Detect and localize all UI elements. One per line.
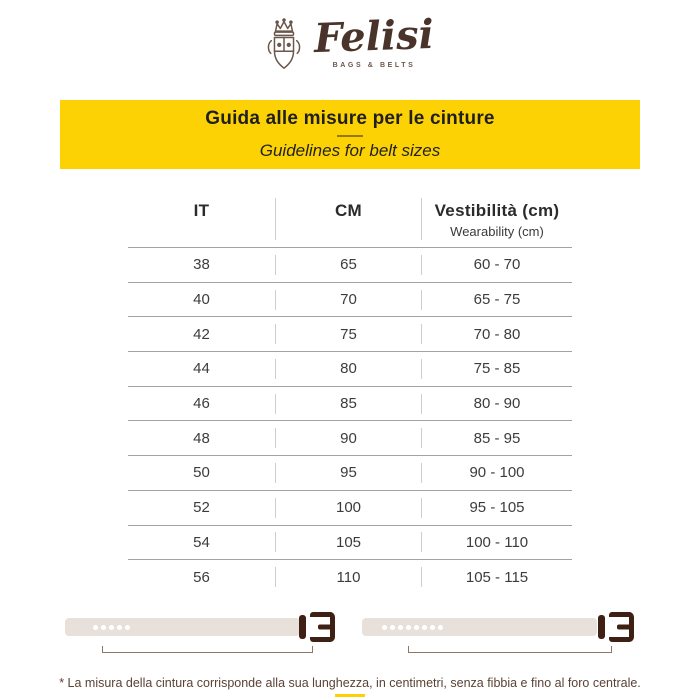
- belt-hole: [398, 625, 403, 630]
- table-cell: 80: [340, 360, 357, 378]
- brand-text-block: [313, 10, 435, 69]
- belt-hole: [390, 625, 395, 630]
- table-row: [128, 490, 572, 525]
- col-header-sublabel: Wearability (cm): [450, 224, 544, 239]
- banner-divider: [337, 135, 363, 137]
- table-cell: 46: [193, 395, 210, 413]
- size-table: [128, 195, 572, 594]
- table-cell: 40: [193, 291, 210, 309]
- size-table-header: [128, 195, 572, 247]
- table-cell: 85 - 95: [473, 429, 521, 447]
- table-row: [128, 316, 572, 351]
- crest-icon: [266, 18, 302, 76]
- belt-hole: [414, 625, 419, 630]
- belt-hole: [382, 625, 387, 630]
- belt-hole: [117, 625, 122, 630]
- belt-hole: [101, 625, 106, 630]
- table-row: [128, 282, 572, 317]
- table-cell: 95: [340, 464, 357, 482]
- table-cell: 105: [335, 533, 362, 551]
- table-cell: 54: [193, 533, 210, 551]
- table-cell: 65: [340, 256, 357, 274]
- table-cell: 100 - 110: [465, 533, 529, 551]
- col-header-label: IT: [193, 201, 210, 220]
- belt-buckle-icon: [310, 612, 335, 642]
- table-cell: 70 - 80: [473, 325, 521, 343]
- table-row: [128, 420, 572, 455]
- table-cell: 90 - 100: [469, 464, 525, 482]
- table-row: [128, 559, 572, 594]
- table-cell: 60 - 70: [473, 256, 521, 274]
- belt-buckle-icon: [609, 612, 634, 642]
- belt-keeper: [598, 615, 605, 639]
- table-row: [128, 455, 572, 490]
- table-cell: 100: [335, 499, 362, 517]
- table-row: [128, 247, 572, 282]
- table-cell: 110: [336, 568, 361, 586]
- belt-illustration-left: [65, 612, 340, 660]
- table-cell: 70: [340, 291, 357, 309]
- footnote-divider: [335, 694, 365, 697]
- col-header-label: CM: [334, 201, 363, 220]
- belt-keeper: [299, 615, 306, 639]
- belt-hole: [109, 625, 114, 630]
- col-header-it: [128, 195, 275, 247]
- measurement-bracket: [408, 646, 612, 653]
- table-cell: 95 - 105: [469, 499, 525, 517]
- belt-hole: [438, 625, 443, 630]
- table-cell: 44: [193, 360, 210, 378]
- size-table-body: [128, 247, 572, 594]
- footnote: * La misura della cintura corrisponde alla sua lunghezza, in centimetri, senza fibbia e fino al foro centrale.: [59, 676, 641, 690]
- table-row: [128, 525, 572, 560]
- table-cell: 56: [193, 568, 210, 586]
- size-guide-banner: [60, 100, 640, 169]
- belt-hole: [93, 625, 98, 630]
- belt-hole: [422, 625, 427, 630]
- col-header-label: Vestibilità (cm): [434, 201, 560, 220]
- belt-illustration-right: [362, 612, 637, 660]
- table-cell: 38: [193, 256, 210, 274]
- col-header-cm: [276, 195, 421, 247]
- table-cell: 65 - 75: [473, 291, 521, 309]
- brand-logo: [0, 10, 700, 76]
- banner-title: Guida alle misure per le cinture: [205, 108, 495, 129]
- measurement-bracket: [102, 646, 313, 653]
- brand-tagline: BAGS & BELTS: [332, 62, 416, 69]
- table-cell: 80 - 90: [473, 395, 521, 413]
- table-cell: 90: [340, 429, 357, 447]
- belt-holes: [382, 625, 443, 630]
- belt-holes: [93, 625, 130, 630]
- table-cell: 52: [193, 499, 210, 517]
- table-cell: 105 - 115: [465, 568, 529, 586]
- brand-name: Felisi: [313, 10, 435, 63]
- table-cell: 48: [193, 429, 210, 447]
- table-row: [128, 351, 572, 386]
- table-cell: 75 - 85: [473, 360, 521, 378]
- belt-hole: [406, 625, 411, 630]
- belt-hole: [430, 625, 435, 630]
- table-cell: 50: [193, 464, 210, 482]
- belt-hole: [125, 625, 130, 630]
- banner-subtitle: Guidelines for belt sizes: [259, 141, 441, 160]
- table-row: [128, 386, 572, 421]
- table-cell: 75: [340, 325, 357, 343]
- table-cell: 42: [193, 325, 210, 343]
- table-cell: 85: [340, 395, 357, 413]
- col-header-wearability: [422, 195, 572, 247]
